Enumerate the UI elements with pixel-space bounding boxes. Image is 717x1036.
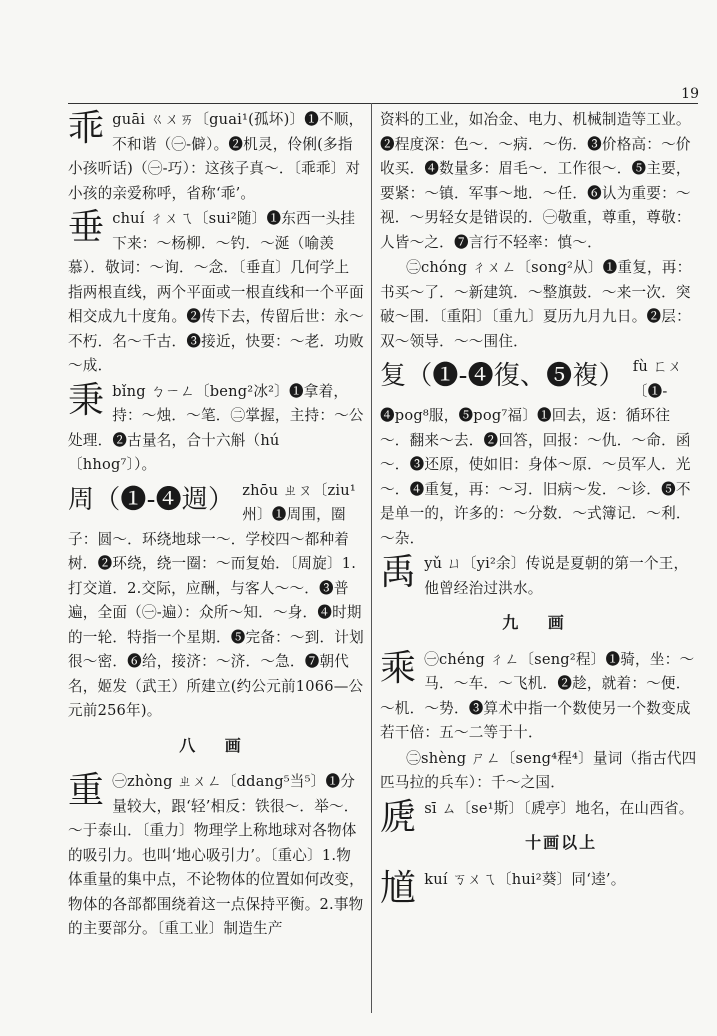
top-rule [68, 103, 698, 104]
right-column [380, 108, 698, 908]
entry-kui [380, 867, 698, 909]
entry-guai [68, 108, 364, 206]
headword: 秉 [68, 379, 105, 421]
entry-text: yǔ ㄩ〔yi²余〕传说是夏朝的第一个王，他曾经治过洪水。 [424, 555, 689, 597]
entry-si [380, 796, 698, 838]
headword: 重 [68, 770, 105, 811]
entry-text: chuí ㄔㄨㄟ〔sui²随〕❶东西一头挂下来：～杨柳．～钓．～涎（喻羡慕）．敬词：～询．～念．〔垂直〕几何学上指两根直线，两个平面或一根直线和一个平面相交成九十度角。❷传下去，传留后世：永～不朽．名～千古．❸接近，快要：～老．功败～成． [68, 210, 364, 374]
continuation-text: 资料的工业，如冶金、电力、机械制造等工业。❷程度深：色～．～病．～伤．❸价格高：～价收买．❹数量多：眉毛～．工作很～．❺主要，要紧：～镇．军事～地．～任．❻认为重要：～视．～男轻女是错误的．㊀敬重，尊重，尊敬：人皆～之．❼言行不轻率：慎～． [380, 111, 691, 251]
entry-text: kuí ㄎㄨㄟ〔hui²葵〕同‘逵’。 [424, 870, 626, 888]
headword: 乘 [380, 647, 417, 689]
entry-text: ㊀zhòng ㄓㄨㄥ〔ddang⁵当⁵〕❶分量较大，跟‘轻’相反：铁很～．举～．～于泰山．〔重力〕物理学上称地球对各物体的吸引力。也叫‘地心吸引力’。〔重心〕1.物体重量的集中点，不论物体的位置如何改变，物体的各部都围绕着这一点保持平衡。2.事物的主要部分。〔重工业〕制造生产 [68, 773, 364, 937]
headword: 乖 [68, 108, 105, 149]
left-column [68, 108, 364, 943]
headword: 虒 [380, 796, 417, 838]
entry-text: sī ㄙ〔se¹斯〕〔虒亭〕地名，在山西省。 [424, 799, 694, 817]
entry-text: guāi ㄍㄨㄞ〔guai¹(孤坏)〕❶不顺，不和谐（㊀-僻）。❷机灵，伶俐(多指小孩听话)（㊀-巧）：这孩子真～．〔乖乖〕对小孩的亲爱称呼，省称‘乖’。 [68, 111, 364, 202]
entry-zhou [68, 479, 364, 724]
entry-chong: ㊁chóng ㄔㄨㄥ〔song²从〕❶重复，再：书买～了．～新建筑．～整旗鼓．～来一次．突破～围．〔重阳〕〔重九〕夏历九月九日。❷层：双～领导．～～围住． [380, 259, 692, 350]
page-number: 19 [681, 86, 699, 102]
entry-text: bǐng ㄅㄧㄥ〔beng²冰²〕❶拿着，持：～烛．～笔．㊁掌握，主持：～公处理．❷古量名，合十六斛（hú〔hhog⁷〕）。 [68, 382, 364, 473]
entry-text: ㊀chéng ㄔㄥ〔seng²程〕❶骑，坐：～马．～车．～飞机．❷趁，就着：～便．～机．～势．❸算术中指一个数使另一个数变成若干倍：五～二等于十． [380, 650, 695, 741]
entry-text: ㊁shèng ㄕㄥ〔seng⁴程⁴〕量词（指古代四匹马拉的兵车）：千～之国． [380, 749, 697, 791]
entry-fu [380, 355, 698, 551]
section-heading: 九 画 [502, 613, 576, 632]
entry-text: zhōu ㄓㄡ〔ziu¹州〕❶周围，圈子：圆～．环绕地球一～．学校四～都种着树．❷环绕，绕一圈：～而复始．〔周旋〕1.打交道．2.交际，应酬，与客人～～．❸普遍，全面（㊀-遍）：众所～知．～身．❹时期的一轮．特指一个星期．❺完备：～到．计划很～密．❻给，接济：～济．～急．❼朝代名，姬发（武王）所建立(约公元前1066—公元前256年)。 [68, 481, 364, 719]
entry-sheng [380, 747, 698, 796]
section-heading: 十画以上 [525, 833, 598, 852]
headword: 周（❶-❹週） [68, 484, 235, 515]
entry-cheng [380, 648, 698, 746]
section-heading: 八 画 [179, 735, 253, 755]
headword: 馗 [380, 867, 417, 909]
entry-yu [380, 552, 698, 601]
entry-text: fù ㄈㄨ〔❶-❹pog⁸服，❺pog⁷福〕❶回去，返：循环往～．翻来～去．❷回答，回报：～仇．～命．函～．❸还原，使如旧：身体～原．～员军人．光～．❹重复，再：～习．旧病～发．～诊．❺不是单一的，许多的：～分数．～式簿记．～利．～杂． [380, 358, 691, 547]
entry-bing [68, 380, 364, 478]
entry-chui [68, 207, 364, 379]
entry-zhong [68, 770, 364, 942]
headword: 禹 [380, 552, 417, 593]
headword: 垂 [68, 207, 105, 248]
headword: 复（❶-❹復、❺複） [380, 361, 625, 391]
column-divider [371, 103, 372, 1013]
